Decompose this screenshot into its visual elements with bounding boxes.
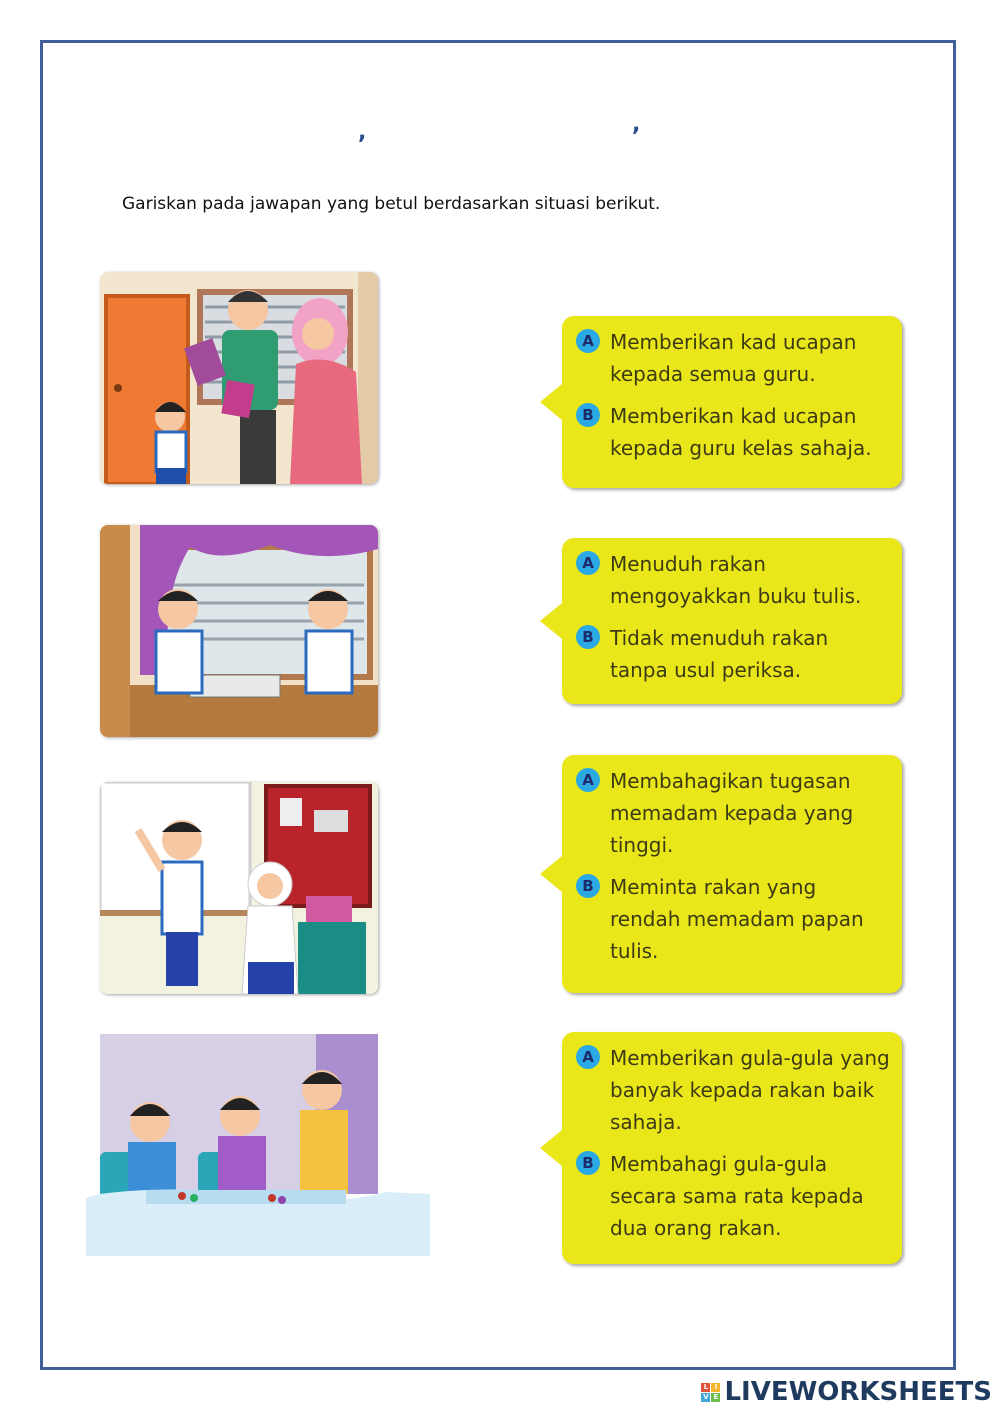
scene-1-answer-bubble xyxy=(562,316,902,488)
scene-2-answer-bubble xyxy=(562,538,902,704)
bubble-tail xyxy=(540,603,562,639)
header-comma-left: , xyxy=(358,120,367,145)
scene-4-picture xyxy=(86,1034,430,1256)
option-letter-badge: B xyxy=(576,625,600,649)
option-letter-badge: A xyxy=(576,329,600,353)
logo-text: LIVEWORKSHEETS xyxy=(724,1377,992,1407)
option-letter-badge: A xyxy=(576,551,600,575)
option-b[interactable] xyxy=(576,871,890,967)
logo-mark-letter: I xyxy=(711,1383,720,1392)
bubble-tail xyxy=(540,1130,562,1166)
option-text[interactable]: Meminta rakan yang rendah memadam papan tulis. xyxy=(610,875,864,963)
logo-mark-letter: V xyxy=(703,1392,709,1401)
option-text[interactable]: Membahagi gula-gula secara sama rata kepada dua orang rakan. xyxy=(610,1152,864,1240)
option-a[interactable] xyxy=(576,548,890,612)
option-text[interactable]: Menuduh rakan mengoyakkan buku tulis. xyxy=(610,552,862,608)
option-letter-badge: B xyxy=(576,874,600,898)
option-a[interactable] xyxy=(576,1042,890,1138)
bubble-tail xyxy=(540,384,562,420)
option-b[interactable] xyxy=(576,400,890,464)
option-text[interactable]: Membahagikan tugasan memadam kepada yang tinggi. xyxy=(610,769,854,857)
scene-2-picture xyxy=(100,525,378,737)
option-text[interactable]: Memberikan kad ucapan kepada semua guru. xyxy=(610,330,857,386)
bubble-tail xyxy=(540,856,562,892)
option-letter-badge: A xyxy=(576,1045,600,1069)
scene-3-answer-bubble xyxy=(562,755,902,993)
logo-mark-letter: L xyxy=(701,1383,710,1392)
option-a[interactable] xyxy=(576,326,890,390)
logo-mark-icon xyxy=(701,1383,720,1402)
logo-mark-letter: E xyxy=(711,1393,720,1402)
option-text[interactable]: Memberikan gula-gula yang banyak kepada rakan baik sahaja. xyxy=(610,1046,890,1134)
scene-1-picture xyxy=(100,272,378,484)
option-b[interactable] xyxy=(576,622,890,686)
header-comma-right: , xyxy=(632,112,641,137)
liveworksheets-logo xyxy=(701,1377,992,1407)
option-letter-badge: B xyxy=(576,1151,600,1175)
option-letter-badge: B xyxy=(576,403,600,427)
option-a[interactable] xyxy=(576,765,890,861)
instruction-text: Gariskan pada jawapan yang betul berdasarkan situasi berikut. xyxy=(122,194,661,214)
option-text[interactable]: Tidak menuduh rakan tanpa usul periksa. xyxy=(610,626,829,682)
option-letter-badge: A xyxy=(576,768,600,792)
option-b[interactable] xyxy=(576,1148,890,1244)
scene-4-answer-bubble xyxy=(562,1032,902,1264)
option-text[interactable]: Memberikan kad ucapan kepada guru kelas sahaja. xyxy=(610,404,872,460)
scene-3-picture xyxy=(100,782,378,994)
